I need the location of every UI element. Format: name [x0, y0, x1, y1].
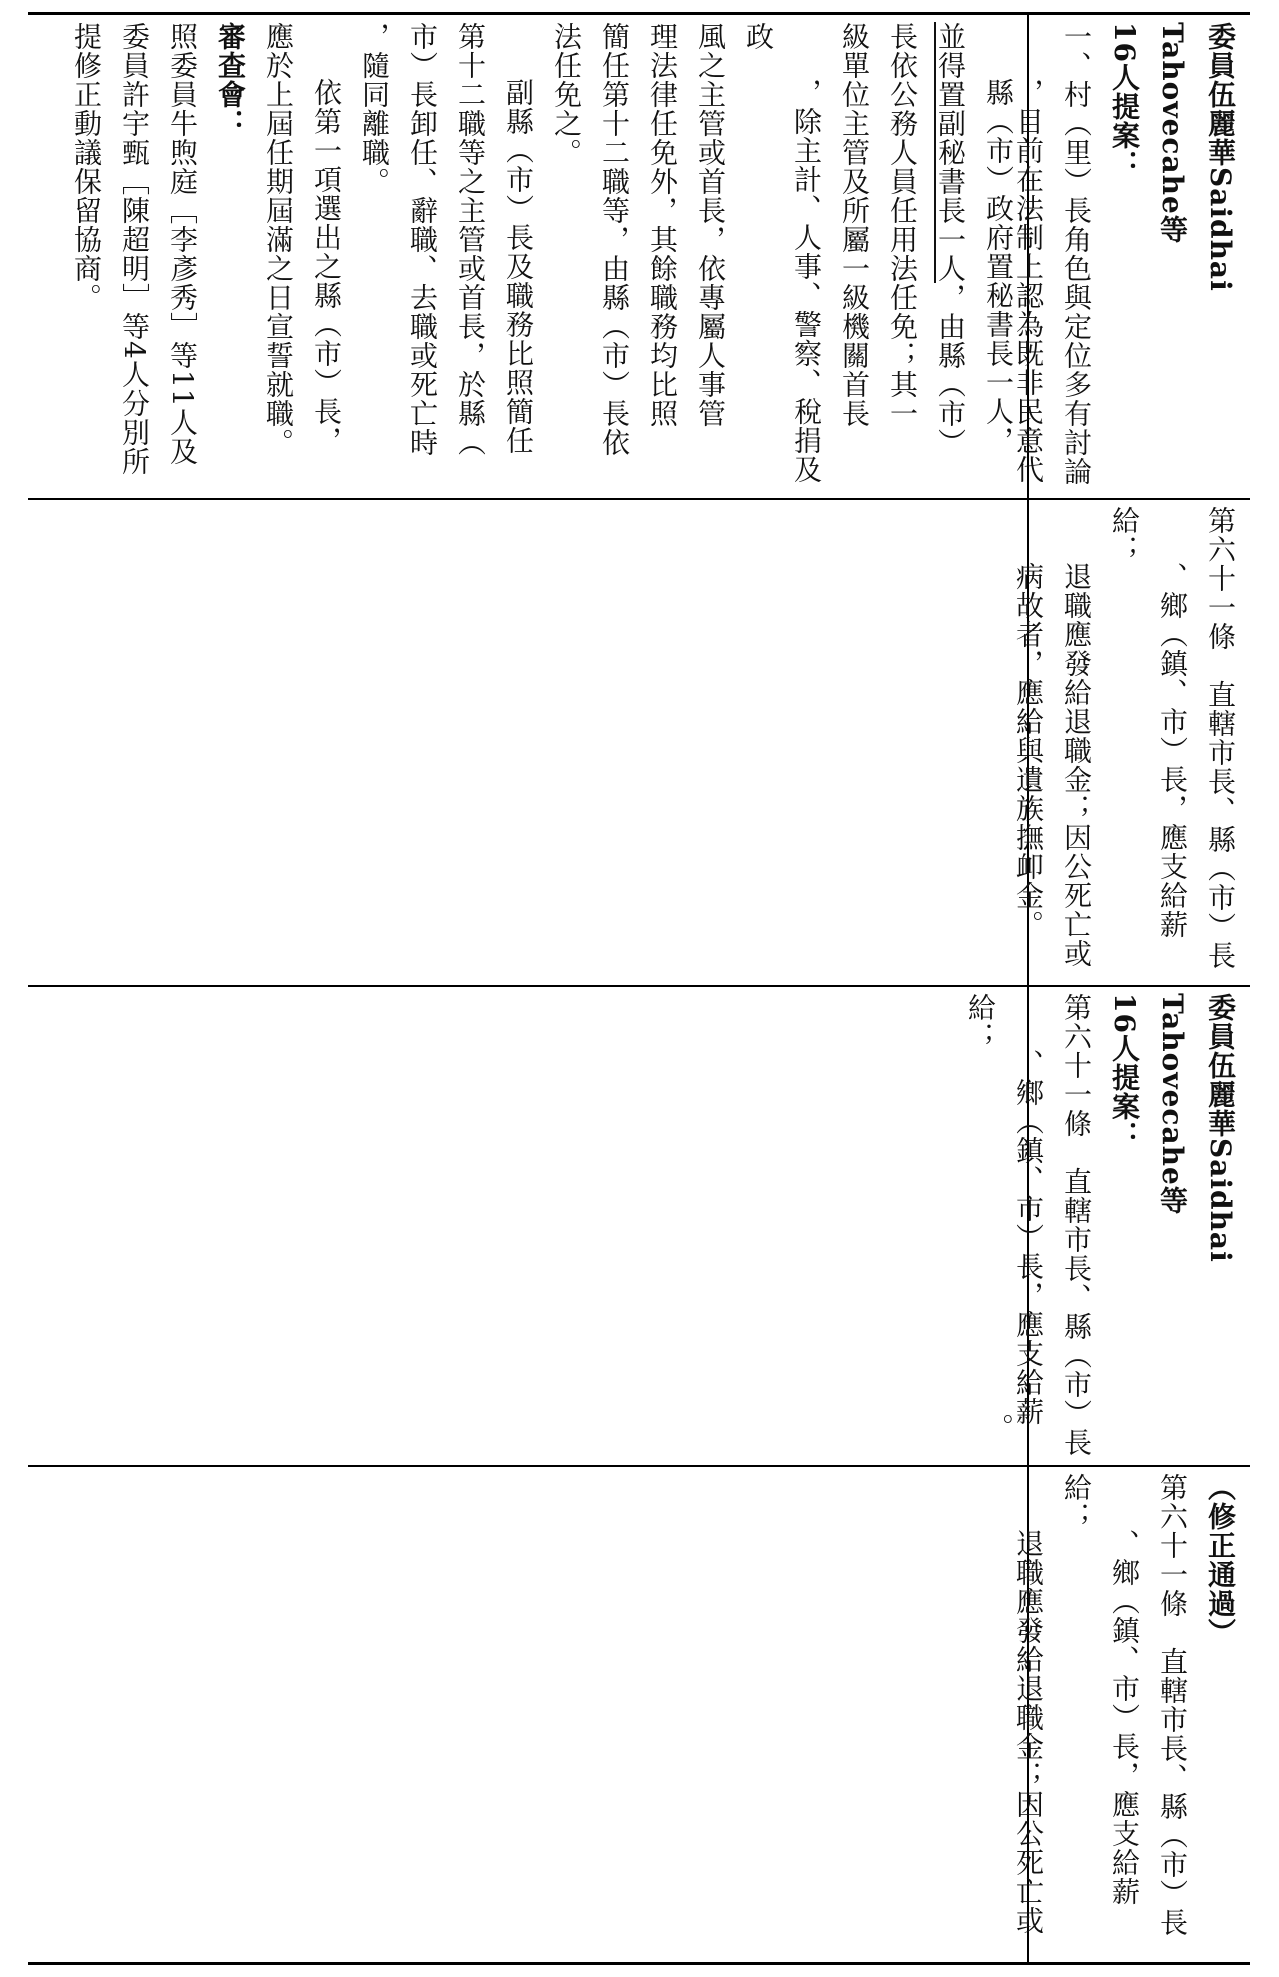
- text-line: [926, 22, 974, 492]
- cell-col4-upper: [36, 1473, 1022, 1955]
- text-line: ，隨同離職。: [358, 22, 391, 196]
- text-line: 一、村（里）長角色與定位多有討論: [1060, 22, 1093, 486]
- column-divider-3: [28, 1465, 1250, 1467]
- column-divider-1: [28, 498, 1250, 500]
- cell-col3-upper: [36, 993, 1022, 1459]
- proposal-title-count: 16人提案：: [1108, 22, 1141, 179]
- text-line: 提修正動議保留協商。: [70, 22, 103, 312]
- text-line: 照委員牛煦庭［李彥秀］等11人及: [166, 22, 199, 466]
- text-line: 退職應發給退職金；因公死亡或: [1012, 1529, 1045, 1935]
- text-line: 縣（市）政府置秘書長一人，: [982, 78, 1015, 455]
- proposal-title: 委員伍麗華Saidhai Tahovecahe等: [1156, 22, 1237, 321]
- cell-col2-lower: [1012, 506, 1244, 980]
- proposal-title-count: 16人提案：: [1108, 993, 1141, 1150]
- text-line: 、鄉（鎮、市）長，應支給薪給；: [1060, 1473, 1141, 1906]
- text-line: 市）長卸任、辭職、去職或死亡時: [406, 22, 439, 457]
- text-line: 第六十一條 直轄市長、縣（市）長: [1060, 993, 1093, 1457]
- text-line: 風之主管或首長，依專屬人事管: [694, 22, 727, 428]
- text-line: 應於上屆任期屆滿之日宣誓就職。: [262, 22, 295, 457]
- text-line: 理法律任免外，其餘職務均比照: [646, 22, 679, 428]
- text-line: 第六十一條 直轄市長、縣（市）長: [1156, 1473, 1189, 1937]
- cell-col1-upper: [36, 22, 1022, 492]
- text-line: 、鄉（鎮、市）長，應支給薪給；: [1108, 506, 1189, 939]
- text-line: 簡任第十二職等，由縣（市）長依: [598, 22, 631, 457]
- table-top-border: [28, 12, 1250, 15]
- text-line: 長依公務人員任用法任免；其一: [886, 22, 919, 428]
- text-fragment: 。: [982, 1413, 1015, 1442]
- proposal-title: 委員伍麗華Saidhai Tahovecahe等: [1156, 993, 1237, 1292]
- amended-passed-label: （修正通過）: [1204, 1473, 1237, 1647]
- text-line: 病故者，應給與遺族撫卹金。: [1012, 562, 1045, 939]
- text-line: 副縣（市）長及職務比照簡任: [502, 78, 535, 455]
- cell-col3-lower: [964, 993, 1244, 1459]
- text-line: 、鄉（鎮、市）長，應支給薪給；: [964, 993, 1045, 1426]
- review-committee-heading: 審查會：: [214, 22, 247, 138]
- cell-col4-lower: [1012, 1473, 1244, 1955]
- text-line: 第十二職等之主管或首長，於縣（: [454, 22, 487, 457]
- text-line: 退職應發給退職金；因公死亡或: [1060, 562, 1093, 968]
- text-line: ，目前在法制上認為既非民意代: [1012, 78, 1045, 484]
- text-line: 級單位主管及所屬一級機關首長: [838, 22, 871, 428]
- cell-col1-lower: [1012, 22, 1244, 492]
- text-line: ，除主計、人事、警察、稅捐及政: [742, 22, 823, 484]
- cell-col2-upper: [36, 506, 1022, 980]
- text-line: 第六十一條 直轄市長、縣（市）長: [1204, 506, 1237, 970]
- text-line: 法任免之。: [550, 22, 583, 167]
- underlined-text: 並得置副秘書長一人: [934, 22, 967, 283]
- column-divider-2: [28, 985, 1250, 987]
- text-fragment: ，由縣（市）: [934, 283, 967, 457]
- table-bottom-border: [28, 1962, 1250, 1965]
- text-line: 依第一項選出之縣（市）長，: [310, 78, 343, 455]
- text-line: 委員許宇甄［陳超明］等4人分別所: [118, 22, 151, 476]
